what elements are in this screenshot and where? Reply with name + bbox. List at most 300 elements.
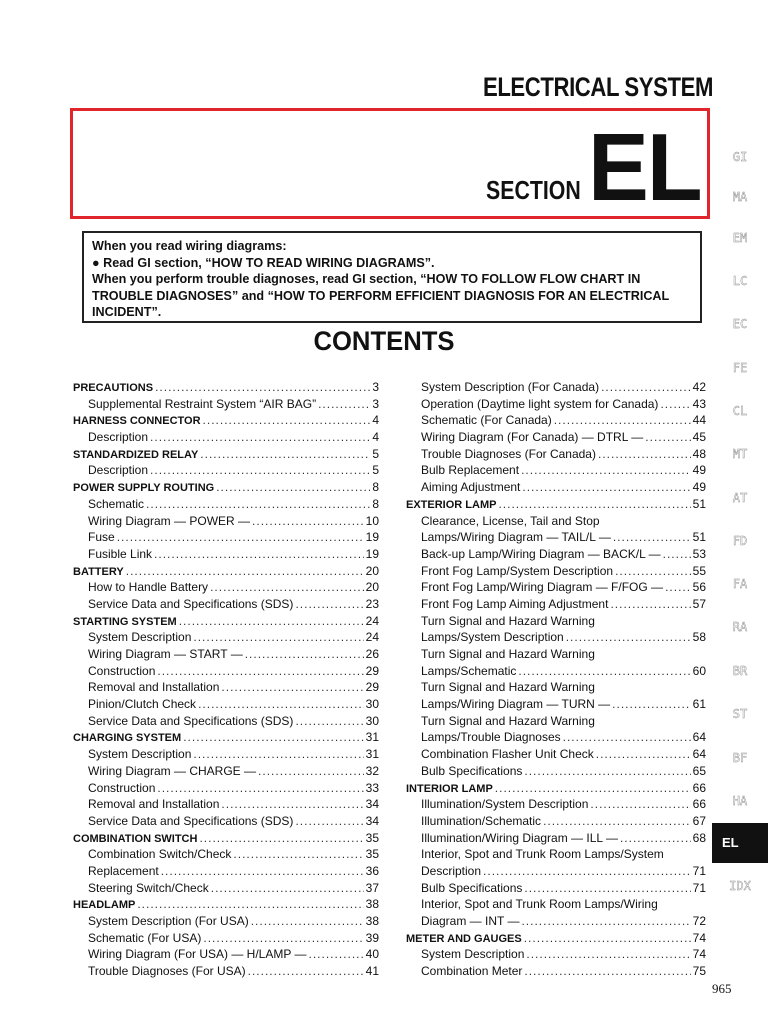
toc-entry-page: 71 bbox=[692, 880, 706, 895]
toc-entry[interactable] bbox=[406, 429, 706, 446]
section-tab-cl[interactable]: CL bbox=[732, 404, 748, 418]
toc-entry-page: 20 bbox=[365, 563, 379, 578]
toc-leader-dots bbox=[137, 896, 363, 913]
toc-entry[interactable] bbox=[73, 846, 379, 863]
toc-entry-page: 53 bbox=[692, 546, 706, 561]
toc-entry-page: 60 bbox=[692, 663, 706, 678]
toc-entry-label: Turn Signal and Hazard Warning bbox=[421, 613, 595, 628]
toc-entry-label: Removal and Installation bbox=[88, 797, 220, 812]
toc-entry-page: 37 bbox=[365, 880, 379, 895]
toc-entry[interactable] bbox=[73, 663, 379, 680]
toc-entry[interactable] bbox=[406, 529, 706, 546]
toc-entry-label: Removal and Installation bbox=[88, 680, 220, 695]
toc-leader-dots bbox=[198, 696, 364, 713]
toc-entry-page: 24 bbox=[365, 630, 379, 645]
toc-entry-label: Combination Flasher Unit Check bbox=[421, 747, 594, 762]
contents-heading: CONTENTS bbox=[313, 326, 455, 356]
toc-entry-page: 40 bbox=[365, 947, 379, 962]
section-tab-ra[interactable]: RA bbox=[732, 620, 748, 634]
toc-entry[interactable] bbox=[406, 729, 706, 746]
toc-entry-label: HARNESS CONNECTOR bbox=[73, 415, 201, 428]
toc-entry-page: 23 bbox=[365, 596, 379, 611]
toc-leader-dots bbox=[665, 579, 691, 596]
toc-entry[interactable] bbox=[406, 396, 706, 413]
toc-leader-dots bbox=[483, 863, 691, 880]
toc-entry[interactable] bbox=[73, 479, 379, 496]
toc-entry-label: System Description bbox=[421, 947, 525, 962]
toc-entry-label: Turn Signal and Hazard Warning bbox=[421, 680, 595, 695]
toc-entry-page: 64 bbox=[692, 730, 706, 745]
toc-entry-label: METER AND GAUGES bbox=[406, 932, 522, 945]
toc-entry-label: System Description bbox=[88, 630, 192, 645]
toc-entry-label: HEADLAMP bbox=[73, 899, 136, 912]
toc-leader-dots bbox=[318, 396, 370, 413]
toc-leader-dots bbox=[518, 663, 690, 680]
section-tab-ec[interactable]: EC bbox=[732, 317, 748, 331]
section-tab-br[interactable]: BR bbox=[732, 664, 748, 678]
toc-entry[interactable] bbox=[73, 629, 379, 646]
toc-entry-label: Trouble Diagnoses (For USA) bbox=[88, 964, 246, 979]
toc-entry-label: Wiring Diagram (For Canada) — DTRL — bbox=[421, 430, 644, 445]
section-tab-fa[interactable]: FA bbox=[732, 577, 748, 591]
toc-entry-page: 30 bbox=[365, 713, 379, 728]
toc-entry-page: 19 bbox=[365, 546, 379, 561]
toc-entry-page: 3 bbox=[372, 380, 379, 394]
toc-leader-dots bbox=[248, 963, 364, 980]
toc-entry-page: 67 bbox=[692, 813, 706, 828]
toc-entry-label: Front Fog Lamp/Wiring Diagram — F/FOG — bbox=[421, 580, 664, 595]
toc-leader-dots bbox=[596, 746, 691, 763]
toc-entry[interactable] bbox=[73, 696, 379, 713]
toc-leader-dots bbox=[598, 446, 691, 463]
toc-entry-label: Pinion/Clutch Check bbox=[88, 697, 197, 712]
toc-entry-page: 57 bbox=[692, 596, 706, 611]
toc-entry[interactable] bbox=[73, 613, 379, 630]
toc-entry-label: Steering Switch/Check bbox=[88, 880, 209, 895]
toc-entry-page: 48 bbox=[692, 446, 706, 461]
toc-leader-dots bbox=[157, 780, 363, 797]
toc-entry[interactable] bbox=[73, 679, 379, 696]
toc-entry-label: Combination Meter bbox=[421, 964, 523, 979]
toc-leader-dots bbox=[221, 679, 363, 696]
toc-leader-dots bbox=[495, 780, 691, 797]
toc-leader-dots bbox=[211, 880, 364, 897]
toc-entry-label: Illumination/Wiring Diagram — ILL — bbox=[421, 830, 618, 845]
toc-entry-label: PRECAUTIONS bbox=[73, 382, 154, 394]
toc-entry-label: Bulb Specifications bbox=[421, 763, 523, 778]
toc-entry-page: 5 bbox=[372, 446, 379, 461]
toc-entry[interactable] bbox=[73, 379, 379, 396]
toc-entry-page: 24 bbox=[365, 613, 379, 628]
toc-leader-dots bbox=[183, 729, 363, 746]
section-tab-mt[interactable]: MT bbox=[732, 447, 748, 461]
section-tab-em[interactable]: EM bbox=[732, 231, 748, 245]
toc-entry[interactable] bbox=[406, 446, 706, 463]
toc-entry-label: Fuse bbox=[88, 530, 115, 545]
toc-entry-label: Illumination/Schematic bbox=[421, 813, 542, 828]
toc-entry-page: 45 bbox=[692, 430, 706, 445]
toc-entry-page: 64 bbox=[692, 747, 706, 762]
toc-leader-dots bbox=[200, 446, 370, 463]
toc-leader-dots bbox=[660, 396, 690, 413]
toc-entry-label: CHARGING SYSTEM bbox=[73, 732, 182, 745]
toc-entry[interactable] bbox=[406, 713, 706, 730]
toc-entry-label: Construction bbox=[88, 663, 156, 678]
toc-leader-dots bbox=[566, 629, 691, 646]
toc-entry[interactable] bbox=[406, 646, 706, 663]
toc-entry-label: COMBINATION SWITCH bbox=[73, 832, 198, 845]
toc-leader-dots bbox=[615, 563, 691, 580]
toc-leader-dots bbox=[554, 412, 691, 429]
toc-entry[interactable] bbox=[73, 746, 379, 763]
section-tab-idx[interactable]: IDX bbox=[729, 879, 751, 893]
toc-entry[interactable] bbox=[73, 830, 379, 847]
toc-entry-label: Bulb Specifications bbox=[421, 880, 523, 895]
toc-entry-label: Service Data and Specifications (SDS) bbox=[88, 813, 294, 828]
toc-entry[interactable] bbox=[73, 462, 379, 479]
section-tab-ha[interactable]: HA bbox=[732, 794, 748, 808]
toc-leader-dots bbox=[179, 613, 364, 630]
toc-leader-dots bbox=[203, 930, 363, 947]
toc-leader-dots bbox=[295, 813, 363, 830]
contents-column-left bbox=[73, 379, 379, 980]
toc-entry[interactable] bbox=[73, 913, 379, 930]
toc-entry-page: 34 bbox=[365, 813, 379, 828]
toc-entry[interactable] bbox=[73, 729, 379, 746]
toc-entry-label: Description bbox=[88, 430, 149, 445]
toc-entry[interactable] bbox=[406, 946, 706, 963]
toc-leader-dots bbox=[498, 496, 690, 513]
toc-entry-page: 31 bbox=[365, 747, 379, 762]
toc-entry-page: 58 bbox=[692, 630, 706, 645]
toc-leader-dots bbox=[161, 863, 364, 880]
toc-entry-page: 44 bbox=[692, 413, 706, 428]
toc-entry-label: Interior, Spot and Trunk Room Lamps/Wiring bbox=[421, 897, 658, 912]
toc-entry-page: 55 bbox=[692, 563, 706, 578]
section-tab-bf[interactable]: BF bbox=[732, 751, 748, 765]
toc-entry[interactable] bbox=[73, 446, 379, 463]
toc-entry-label: STANDARDIZED RELAY bbox=[73, 448, 199, 461]
toc-entry[interactable] bbox=[73, 863, 379, 880]
toc-entry-label: Fusible Link bbox=[88, 546, 153, 561]
toc-entry[interactable] bbox=[73, 713, 379, 730]
section-label: SECTION bbox=[486, 175, 581, 205]
toc-entry[interactable] bbox=[406, 479, 706, 496]
toc-entry-label: Combination Switch/Check bbox=[88, 847, 232, 862]
toc-leader-dots bbox=[524, 880, 690, 897]
toc-entry[interactable] bbox=[406, 780, 706, 797]
notice-box bbox=[82, 231, 702, 323]
toc-entry[interactable] bbox=[406, 546, 706, 563]
toc-entry-page: 29 bbox=[365, 663, 379, 678]
toc-entry-label: INTERIOR LAMP bbox=[406, 782, 493, 795]
toc-entry[interactable] bbox=[73, 396, 379, 413]
toc-entry-label: Bulb Replacement bbox=[421, 463, 520, 478]
toc-entry[interactable] bbox=[406, 763, 706, 780]
toc-entry[interactable] bbox=[73, 546, 379, 563]
toc-entry[interactable] bbox=[406, 930, 706, 947]
toc-entry-page: 43 bbox=[692, 396, 706, 411]
toc-entry-page: 34 bbox=[365, 797, 379, 812]
notice-line: When you read wiring diagrams: bbox=[92, 239, 287, 253]
toc-leader-dots bbox=[193, 629, 363, 646]
toc-entry-label: Turn Signal and Hazard Warning bbox=[421, 647, 595, 661]
toc-leader-dots bbox=[233, 846, 363, 863]
section-tab-fe[interactable]: FE bbox=[732, 361, 748, 375]
toc-leader-dots bbox=[612, 696, 690, 713]
toc-entry-page: 29 bbox=[365, 680, 379, 695]
toc-entry-page: 31 bbox=[365, 730, 379, 745]
toc-entry-label: POWER SUPPLY ROUTING bbox=[73, 482, 215, 495]
toc-entry-page: 10 bbox=[365, 513, 379, 528]
toc-leader-dots bbox=[199, 830, 363, 847]
toc-leader-dots bbox=[150, 462, 370, 479]
toc-leader-dots bbox=[645, 429, 690, 446]
toc-entry[interactable] bbox=[406, 496, 706, 513]
toc-entry-page: 35 bbox=[365, 830, 379, 845]
toc-entry-page: 35 bbox=[365, 847, 379, 862]
toc-entry[interactable] bbox=[406, 913, 706, 930]
toc-entry-page: 72 bbox=[692, 914, 706, 928]
toc-entry-page: 61 bbox=[692, 697, 706, 712]
toc-entry[interactable] bbox=[406, 696, 706, 713]
toc-entry[interactable] bbox=[73, 496, 379, 513]
toc-entry[interactable] bbox=[73, 813, 379, 830]
toc-entry[interactable] bbox=[406, 629, 706, 646]
toc-entry-page: 30 bbox=[365, 697, 379, 712]
toc-leader-dots bbox=[590, 796, 690, 813]
section-tab-st[interactable]: ST bbox=[732, 707, 748, 721]
toc-leader-dots bbox=[526, 946, 690, 963]
toc-entry-page: 8 bbox=[372, 496, 379, 511]
toc-entry[interactable] bbox=[73, 646, 379, 663]
toc-entry-label: Diagram — INT — bbox=[421, 914, 520, 928]
toc-leader-dots bbox=[146, 496, 370, 513]
toc-entry-label: STARTING SYSTEM bbox=[73, 615, 177, 628]
toc-entry[interactable] bbox=[406, 513, 706, 530]
section-tab-at[interactable]: AT bbox=[732, 491, 748, 505]
toc-entry-label: System Description (For Canada) bbox=[421, 380, 600, 394]
toc-entry-page: 20 bbox=[365, 580, 379, 595]
toc-entry-page: 38 bbox=[365, 897, 379, 912]
toc-entry[interactable] bbox=[406, 746, 706, 763]
toc-entry-label: Illumination/System Description bbox=[421, 797, 589, 812]
toc-entry-label: Service Data and Specifications (SDS) bbox=[88, 713, 294, 728]
notice-line: ● Read GI section, “HOW TO READ WIRING DIAGRAMS”. bbox=[92, 255, 435, 270]
toc-entry[interactable] bbox=[73, 429, 379, 446]
toc-leader-dots bbox=[203, 412, 371, 429]
toc-leader-dots bbox=[210, 579, 364, 596]
toc-entry-page: 68 bbox=[692, 830, 706, 845]
toc-entry-label: Wiring Diagram — CHARGE — bbox=[88, 763, 257, 778]
toc-leader-dots bbox=[543, 813, 691, 830]
toc-entry-label: System Description (For USA) bbox=[88, 914, 249, 928]
toc-entry-label: Lamps/Wiring Diagram — TURN — bbox=[421, 697, 611, 712]
toc-entry-page: 5 bbox=[372, 463, 379, 478]
toc-entry-label: Aiming Adjustment bbox=[421, 480, 521, 495]
toc-entry-page: 32 bbox=[365, 763, 379, 778]
toc-leader-dots bbox=[117, 529, 364, 546]
toc-entry[interactable] bbox=[73, 796, 379, 813]
toc-entry-label: Schematic (For USA) bbox=[88, 930, 202, 945]
toc-entry-label: Turn Signal and Hazard Warning bbox=[421, 713, 595, 728]
toc-entry[interactable] bbox=[73, 763, 379, 780]
toc-leader-dots bbox=[521, 913, 690, 930]
toc-leader-dots bbox=[308, 946, 363, 963]
toc-entry-page: 49 bbox=[692, 480, 706, 495]
toc-entry-label: Description bbox=[421, 863, 482, 878]
toc-entry[interactable] bbox=[406, 963, 706, 980]
toc-entry-page: 4 bbox=[372, 413, 379, 428]
toc-entry-label: Lamps/System Description bbox=[421, 630, 564, 645]
toc-entry[interactable] bbox=[406, 579, 706, 596]
section-tab-fd[interactable]: FD bbox=[732, 534, 748, 548]
toc-entry-label: Clearance, License, Tail and Stop bbox=[421, 513, 600, 528]
toc-leader-dots bbox=[563, 729, 691, 746]
toc-entry[interactable] bbox=[406, 846, 706, 863]
toc-entry-label: Front Fog Lamp Aiming Adjustment bbox=[421, 596, 609, 611]
notice-line: When you perform trouble diagnoses, read GI section, “HOW TO FOLLOW FLOW CHART IN bbox=[92, 272, 641, 286]
toc-entry-page: 56 bbox=[692, 580, 706, 595]
toc-leader-dots bbox=[620, 830, 691, 847]
toc-entry-page: 65 bbox=[692, 763, 706, 778]
toc-leader-dots bbox=[157, 663, 363, 680]
toc-entry[interactable] bbox=[73, 513, 379, 530]
toc-entry[interactable] bbox=[406, 663, 706, 680]
toc-entry-page: 49 bbox=[692, 463, 706, 478]
toc-entry-page: 51 bbox=[692, 496, 706, 511]
toc-entry-label: Back-up Lamp/Wiring Diagram — BACK/L — bbox=[421, 546, 661, 561]
toc-leader-dots bbox=[613, 529, 691, 546]
toc-entry[interactable] bbox=[73, 529, 379, 546]
toc-entry-label: Front Fog Lamp/System Description bbox=[421, 563, 614, 578]
notice-line: TROUBLE DIAGNOSES” and “HOW TO PERFORM EFFICIENT DIAGNOSIS FOR AN ELECTRICAL bbox=[92, 288, 670, 303]
toc-entry-page: 26 bbox=[365, 647, 379, 661]
toc-entry[interactable] bbox=[406, 880, 706, 897]
document-title: ELECTRICAL SYSTEM bbox=[482, 72, 713, 102]
section-tab-el[interactable]: EL bbox=[712, 823, 768, 863]
page-number: 965 bbox=[712, 981, 732, 996]
toc-entry-label: Lamps/Wiring Diagram — TAIL/L — bbox=[421, 530, 611, 545]
toc-entry-page: 42 bbox=[692, 380, 706, 394]
toc-leader-dots bbox=[524, 930, 691, 947]
toc-leader-dots bbox=[216, 479, 370, 496]
toc-leader-dots bbox=[252, 513, 364, 530]
toc-entry-label: Replacement bbox=[88, 863, 159, 878]
toc-leader-dots bbox=[258, 763, 364, 780]
toc-entry-label: EXTERIOR LAMP bbox=[406, 498, 497, 511]
toc-entry-label: Supplemental Restraint System “AIR BAG” bbox=[88, 396, 317, 411]
toc-entry[interactable] bbox=[406, 462, 706, 479]
notice-line: INCIDENT”. bbox=[92, 305, 162, 319]
section-tab-lc[interactable]: LC bbox=[732, 274, 748, 288]
toc-leader-dots bbox=[522, 479, 690, 496]
toc-entry-page: 3 bbox=[372, 396, 379, 411]
toc-entry-page: 75 bbox=[692, 964, 706, 979]
toc-entry-label: BATTERY bbox=[73, 565, 124, 578]
toc-entry-label: Wiring Diagram — POWER — bbox=[88, 513, 251, 528]
toc-entry-page: 19 bbox=[365, 530, 379, 545]
toc-entry-page: 71 bbox=[692, 863, 706, 878]
toc-entry-page: 8 bbox=[372, 480, 379, 495]
toc-entry[interactable] bbox=[406, 830, 706, 847]
section-tab-gi[interactable]: GI bbox=[732, 150, 748, 164]
toc-leader-dots bbox=[154, 546, 364, 563]
toc-leader-dots bbox=[150, 429, 370, 446]
toc-entry[interactable] bbox=[73, 563, 379, 580]
toc-entry-label: Interior, Spot and Trunk Room Lamps/System bbox=[421, 847, 664, 862]
toc-entry-page: 33 bbox=[365, 780, 379, 795]
toc-entry[interactable] bbox=[73, 930, 379, 947]
toc-entry-label: Lamps/Schematic bbox=[421, 663, 517, 678]
toc-entry[interactable] bbox=[406, 379, 706, 396]
toc-entry[interactable] bbox=[73, 896, 379, 913]
toc-leader-dots bbox=[295, 596, 363, 613]
toc-entry-page: 74 bbox=[692, 947, 706, 962]
toc-entry[interactable] bbox=[406, 896, 706, 913]
toc-entry-label: Wiring Diagram — START — bbox=[88, 647, 243, 661]
toc-entry[interactable] bbox=[406, 813, 706, 830]
toc-leader-dots bbox=[193, 746, 363, 763]
toc-entry-page: 51 bbox=[692, 530, 706, 545]
section-code: EL bbox=[588, 114, 701, 221]
toc-entry[interactable] bbox=[406, 412, 706, 429]
toc-entry-page: 66 bbox=[692, 797, 706, 812]
toc-leader-dots bbox=[610, 596, 690, 613]
toc-entry-page: 4 bbox=[372, 430, 379, 445]
toc-entry-page: 38 bbox=[365, 914, 379, 928]
toc-entry[interactable] bbox=[406, 613, 706, 630]
toc-leader-dots bbox=[524, 763, 690, 780]
toc-entry-page: 66 bbox=[692, 780, 706, 795]
toc-leader-dots bbox=[663, 546, 691, 563]
toc-leader-dots bbox=[245, 646, 364, 663]
toc-entry[interactable] bbox=[73, 412, 379, 429]
toc-leader-dots bbox=[521, 462, 691, 479]
contents-column-right bbox=[406, 379, 706, 980]
toc-entry-label: Schematic (For Canada) bbox=[421, 413, 552, 428]
toc-entry[interactable] bbox=[406, 863, 706, 880]
toc-entry-label: Lamps/Trouble Diagnoses bbox=[421, 730, 561, 745]
toc-entry[interactable] bbox=[73, 946, 379, 963]
toc-entry-label: How to Handle Battery bbox=[88, 580, 209, 595]
toc-leader-dots bbox=[155, 379, 370, 396]
toc-entry[interactable] bbox=[406, 679, 706, 696]
toc-entry-label: Construction bbox=[88, 780, 156, 795]
toc-leader-dots bbox=[524, 963, 690, 980]
toc-entry-page: 41 bbox=[365, 964, 379, 979]
toc-entry[interactable] bbox=[406, 563, 706, 580]
toc-entry-label: Operation (Daytime light system for Canada) bbox=[421, 396, 659, 411]
toc-entry[interactable] bbox=[73, 880, 379, 897]
toc-leader-dots bbox=[126, 563, 364, 580]
toc-entry-label: Service Data and Specifications (SDS) bbox=[88, 596, 294, 611]
toc-entry-label: Schematic bbox=[88, 496, 145, 511]
toc-entry-label: Wiring Diagram (For USA) — H/LAMP — bbox=[88, 947, 307, 962]
toc-entry-page: 74 bbox=[692, 930, 706, 945]
toc-entry[interactable] bbox=[73, 596, 379, 613]
toc-leader-dots bbox=[251, 913, 364, 930]
toc-entry[interactable] bbox=[73, 963, 379, 980]
toc-entry[interactable] bbox=[406, 796, 706, 813]
toc-entry[interactable] bbox=[73, 579, 379, 596]
toc-leader-dots bbox=[221, 796, 363, 813]
toc-entry-page: 39 bbox=[365, 930, 379, 945]
toc-entry[interactable] bbox=[406, 596, 706, 613]
toc-entry[interactable] bbox=[73, 780, 379, 797]
toc-leader-dots bbox=[601, 379, 691, 396]
section-tab-ma[interactable]: MA bbox=[732, 190, 748, 204]
